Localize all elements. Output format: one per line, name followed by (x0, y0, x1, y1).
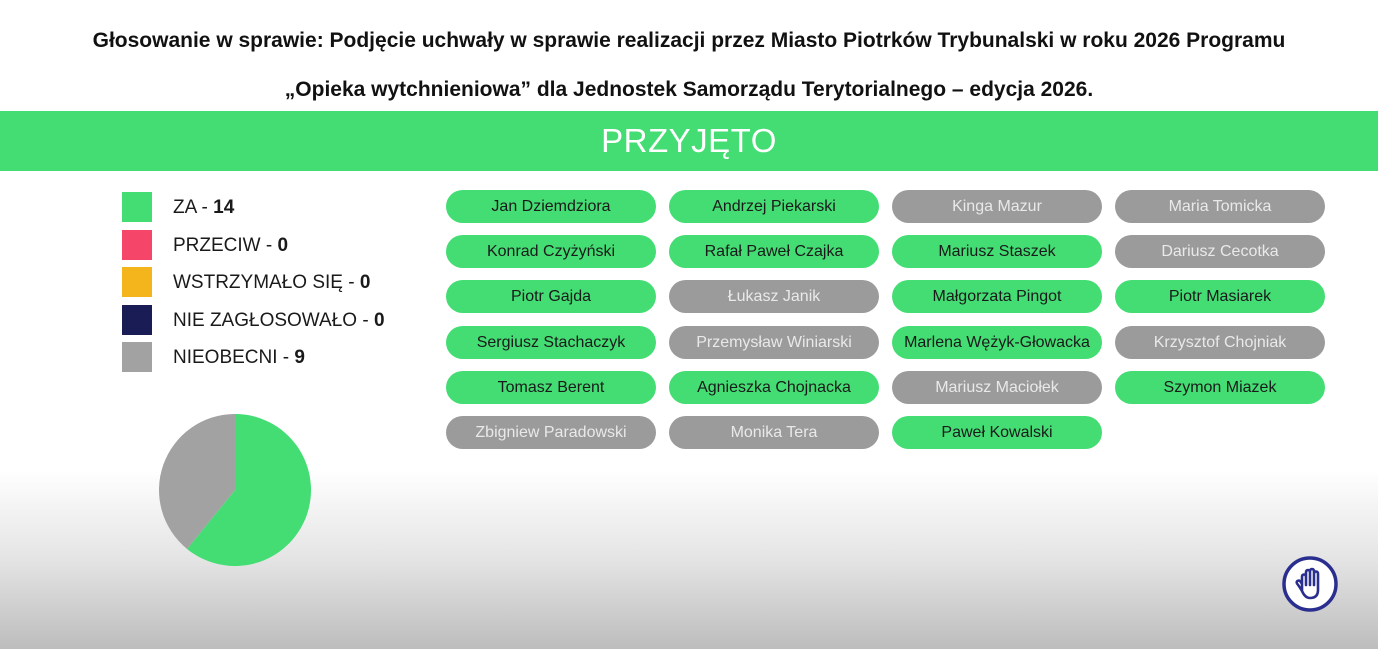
councillor-za: Mariusz Staszek (892, 235, 1102, 268)
result-label: PRZYJĘTO (601, 122, 777, 159)
councillor-absent: Kinga Mazur (892, 190, 1102, 223)
vote-title (0, 16, 1378, 114)
councillor-absent: Maria Tomicka (1115, 190, 1325, 223)
councillor-absent: Dariusz Cecotka (1115, 235, 1325, 268)
councillor-absent: Monika Tera (669, 416, 879, 449)
councillor-grid (446, 190, 1328, 455)
councillor-absent: Łukasz Janik (669, 280, 879, 313)
councillor-absent: Zbigniew Paradowski (446, 416, 656, 449)
legend-label-wstrzymalo: WSTRZYMAŁO SIĘ (173, 272, 343, 293)
councillor-za: Sergiusz Stachaczyk (446, 326, 656, 359)
councillor-za: Paweł Kowalski (892, 416, 1102, 449)
legend-label-nie-zaglosowalo: NIE ZAGŁOSOWAŁO (173, 309, 358, 331)
result-banner (0, 111, 1378, 171)
vote-title-line-1: Głosowanie w sprawie: Podjęcie uchwały w sprawie realizacji przez Miasto Piotrków Trybunalski w roku 2026 Programu (92, 29, 1286, 52)
councillor-za: Szymon Miazek (1115, 371, 1325, 404)
councillor-absent: Mariusz Maciołek (892, 371, 1102, 404)
legend-count-przeciw: 0 (277, 234, 289, 256)
legend-count-za: 14 (213, 197, 235, 218)
councillor-za: Piotr Gajda (446, 280, 656, 313)
councillor-absent: Przemysław Winiarski (669, 326, 879, 359)
raised-hand-icon (1281, 555, 1339, 613)
councillor-za: Tomasz Berent (446, 371, 656, 404)
councillor-za: Piotr Masiarek (1115, 280, 1325, 313)
legend-swatch-za (122, 192, 152, 222)
councillor-za: Małgorzata Pingot (892, 280, 1102, 313)
legend-swatch-nie-zaglosowalo (122, 305, 152, 335)
councillor-za: Andrzej Piekarski (669, 190, 879, 223)
councillor-za: Konrad Czyżyński (446, 235, 656, 268)
councillor-absent: Krzysztof Chojniak (1115, 326, 1325, 359)
councillor-za: Rafał Paweł Czajka (669, 235, 879, 268)
legend-count-nie-zaglosowalo: 0 (373, 309, 385, 331)
legend-label-za: ZA (173, 197, 197, 218)
legend-swatch-nieobecni (122, 342, 152, 372)
legend-swatch-wstrzymalo (122, 267, 152, 297)
legend-swatch-przeciw (122, 230, 152, 260)
councillor-za: Agnieszka Chojnacka (669, 371, 879, 404)
legend-label-nieobecni: NIEOBECNI (173, 347, 278, 368)
legend-count-wstrzymalo: 0 (359, 272, 371, 293)
vote-title-line-2: „Opieka wytchnieniowa” dla Jednostek Samorządu Terytorialnego – edycja 2026. (284, 78, 1094, 101)
legend-label-przeciw: PRZECIW (173, 234, 261, 256)
legend-count-nieobecni: 9 (294, 347, 305, 368)
councillor-za: Jan Dziemdziora (446, 190, 656, 223)
councillor-za: Marlena Wężyk-Głowacka (892, 326, 1102, 359)
vote-pie-chart (157, 412, 313, 568)
